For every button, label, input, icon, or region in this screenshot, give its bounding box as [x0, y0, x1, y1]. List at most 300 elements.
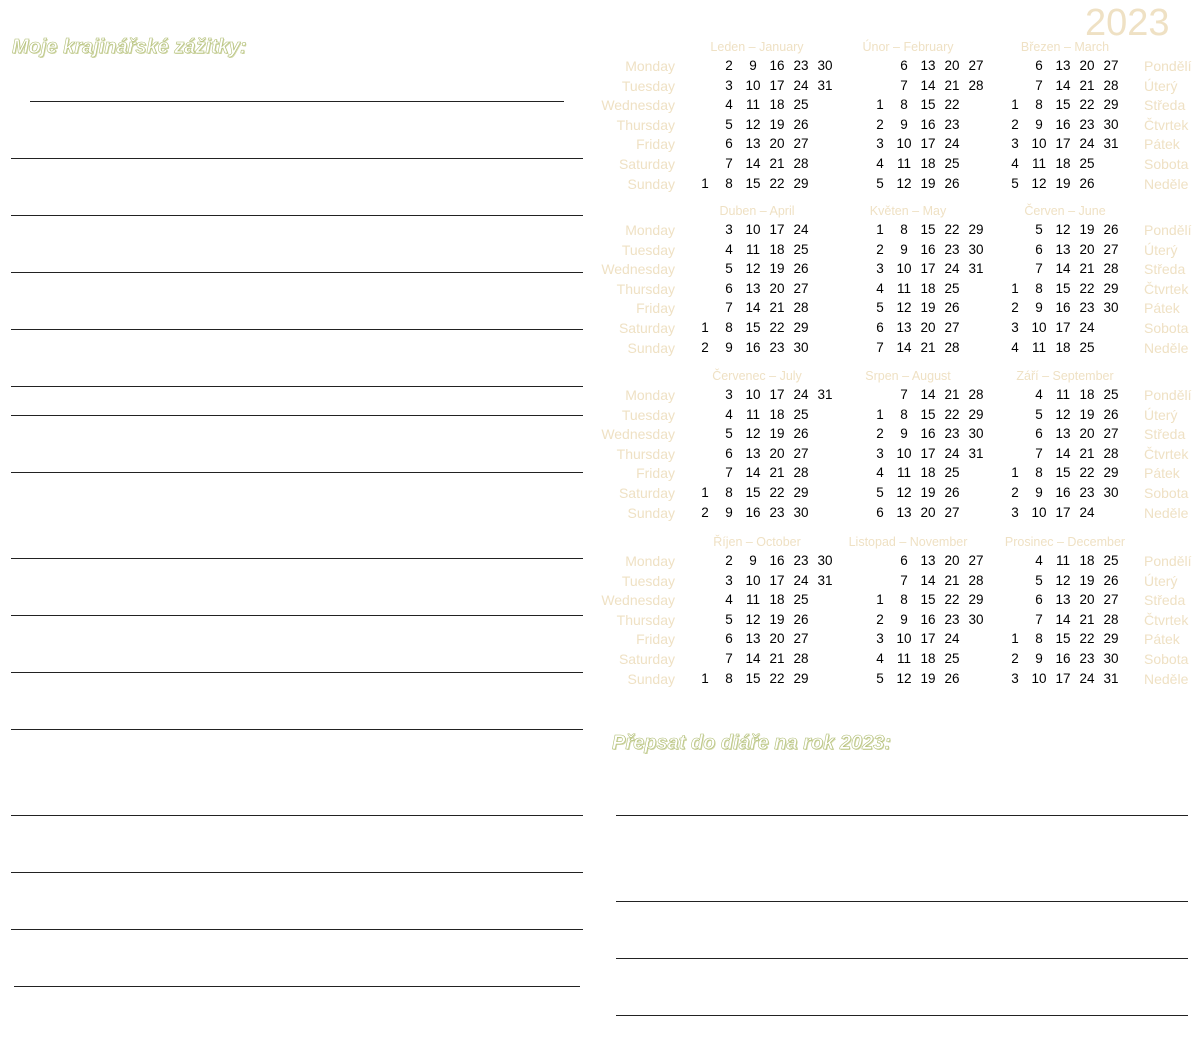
calendar-day: 22: [769, 485, 785, 500]
calendar-day: 16: [1055, 116, 1071, 132]
calendar-day: 16: [1055, 300, 1071, 316]
weekday-label-cz: Čtvrtek: [1144, 280, 1189, 297]
calendar-year: 2023: [1085, 2, 1170, 44]
calendar-day: 5: [1035, 406, 1043, 422]
calendar-day: 28: [968, 77, 984, 93]
calendar-day: 16: [1055, 485, 1071, 500]
calendar-day: 8: [900, 222, 908, 237]
calendar-day: 2: [876, 241, 884, 257]
calendar-day: 15: [920, 592, 936, 608]
calendar-day: 10: [1031, 136, 1047, 152]
calendar-day: 6: [876, 504, 884, 520]
calendar-day: 15: [920, 222, 936, 237]
calendar-day: 9: [900, 116, 908, 132]
calendar-day: 14: [1055, 445, 1071, 461]
calendar-day: 18: [769, 592, 785, 608]
calendar-day: 5: [1035, 222, 1043, 237]
calendar-day: 3: [725, 572, 733, 588]
calendar-day: 3: [876, 631, 884, 647]
weekday-label-en: Saturday: [618, 320, 675, 336]
calendar-day: 25: [1079, 156, 1095, 171]
writing-line: [11, 615, 583, 616]
calendar-day: 4: [725, 97, 733, 113]
calendar-day: 17: [1055, 504, 1071, 520]
calendar-day: 2: [1011, 300, 1019, 316]
calendar-day: 9: [749, 553, 757, 568]
calendar-day: 4: [1011, 156, 1019, 171]
calendar-day: 19: [1079, 406, 1095, 422]
calendar-day: 7: [1035, 445, 1043, 461]
weekday-label-en: Wednesday: [601, 261, 675, 278]
weekday-label-cz: Sobota: [1144, 156, 1189, 172]
calendar-day: 2: [701, 339, 709, 355]
calendar-day: 27: [944, 504, 960, 520]
calendar-day: 30: [1103, 651, 1119, 666]
calendar-day: 13: [920, 58, 936, 73]
calendar-day: 24: [1079, 136, 1095, 152]
calendar-day: 13: [1055, 426, 1071, 442]
calendar-day: 7: [1035, 611, 1043, 627]
calendar-day: 2: [725, 553, 733, 568]
weekday-label-en: Tuesday: [621, 241, 675, 258]
calendar-day: 15: [745, 175, 761, 191]
calendar-day: 25: [1079, 339, 1095, 355]
calendar-day: 6: [1035, 592, 1043, 608]
calendar-day: 18: [920, 651, 936, 666]
calendar-day: 29: [793, 175, 809, 191]
calendar-day: 30: [817, 553, 833, 568]
calendar-day: 23: [944, 611, 960, 627]
calendar-day: 24: [793, 572, 809, 588]
calendar-day: 3: [1011, 136, 1019, 152]
calendar-day: 19: [769, 261, 785, 277]
calendar-day: 9: [1035, 651, 1043, 666]
calendar-day: 14: [745, 651, 761, 666]
weekday-label-en: Friday: [636, 300, 675, 317]
calendar-day: 3: [1011, 670, 1019, 686]
calendar-day: 6: [725, 280, 733, 296]
calendar-day: 26: [944, 670, 960, 686]
calendar-day: 12: [896, 175, 912, 191]
month-title: Květen – May: [869, 204, 947, 218]
calendar-day: 24: [1079, 670, 1095, 686]
calendar-day: 14: [920, 387, 936, 402]
calendar-day: 9: [749, 58, 757, 73]
calendar-day: 11: [896, 156, 911, 171]
calendar-day: 18: [920, 280, 936, 296]
calendar-day: 16: [1055, 651, 1071, 666]
calendar-day: 5: [725, 261, 733, 277]
calendar-day: 19: [769, 426, 785, 442]
weekday-label-cz: Sobota: [1144, 651, 1189, 667]
calendar-day: 22: [1079, 97, 1095, 113]
writing-line: [11, 929, 583, 930]
calendar-day: 21: [1079, 261, 1095, 277]
calendar-day: 25: [944, 465, 960, 481]
calendar-day: 10: [896, 136, 912, 152]
calendar-day: 27: [793, 136, 809, 152]
calendar-day: 24: [793, 387, 809, 402]
calendar-day: 7: [900, 572, 908, 588]
month-title: Prosinec – December: [1004, 535, 1126, 549]
weekday-label-en: Sunday: [627, 339, 675, 356]
weekday-label-cz: Středa: [1144, 97, 1186, 114]
calendar-day: 3: [1011, 504, 1019, 520]
calendar-day: 18: [920, 156, 936, 171]
calendar-day: 12: [1055, 572, 1071, 588]
weekday-label-cz: Úterý: [1144, 241, 1178, 258]
calendar-day: 3: [876, 136, 884, 152]
weekday-label-cz: Čtvrtek: [1144, 445, 1189, 462]
calendar-day: 1: [876, 222, 884, 237]
calendar-day: 20: [769, 631, 785, 647]
calendar-day: 17: [1055, 320, 1071, 335]
calendar-day: 28: [944, 339, 960, 355]
weekday-label-en: Tuesday: [621, 572, 675, 589]
calendar-day: 5: [1011, 175, 1019, 191]
calendar-day: 4: [876, 651, 884, 666]
calendar-day: 13: [896, 320, 912, 335]
calendar-day: 5: [725, 426, 733, 442]
calendar-day: 28: [968, 572, 984, 588]
calendar-day: 2: [725, 58, 733, 73]
calendar-day: 12: [896, 300, 912, 316]
calendar-day: 25: [793, 241, 809, 257]
weekday-label-cz: Čtvrtek: [1144, 116, 1189, 133]
calendar-day: 15: [1055, 97, 1071, 113]
calendar-day: 2: [1011, 116, 1019, 132]
calendar-day: 8: [900, 97, 908, 113]
weekday-label-en: Thursday: [616, 280, 675, 297]
calendar-day: 26: [1079, 175, 1095, 191]
calendar-day: 18: [1079, 387, 1095, 402]
calendar-day: 15: [745, 485, 761, 500]
weekday-label-cz: Neděle: [1144, 504, 1189, 521]
calendar-day: 9: [900, 611, 908, 627]
calendar-day: 17: [769, 387, 785, 402]
calendar-day: 17: [920, 261, 936, 277]
calendar-day: 4: [725, 406, 733, 422]
weekday-label-cz: Středa: [1144, 261, 1186, 278]
calendar-day: 2: [1011, 651, 1019, 666]
weekday-label-en: Wednesday: [601, 592, 675, 609]
calendar-day: 16: [920, 611, 936, 627]
calendar-day: 21: [944, 387, 960, 402]
calendar-day: 31: [968, 445, 984, 461]
weekday-label-cz: Středa: [1144, 592, 1186, 609]
calendar-day: 25: [1103, 553, 1119, 568]
calendar-day: 28: [793, 651, 809, 666]
calendar-day: 26: [1103, 572, 1119, 588]
calendar-day: 26: [1103, 406, 1119, 422]
calendar-day: 25: [793, 406, 809, 422]
calendar-day: 7: [900, 387, 908, 402]
calendar-day: 8: [1035, 465, 1043, 481]
calendar-day: 19: [769, 116, 785, 132]
calendar-day: 24: [944, 445, 960, 461]
calendar-day: 15: [745, 670, 761, 686]
calendar-day: 2: [1011, 485, 1019, 500]
calendar-day: 30: [1103, 116, 1119, 132]
calendar-day: 4: [725, 241, 733, 257]
calendar-day: 31: [817, 572, 833, 588]
weekday-label-cz: Pátek: [1144, 465, 1180, 482]
calendar-day: 10: [745, 77, 761, 93]
calendar-day: 22: [769, 175, 785, 191]
weekday-label-cz: Pondělí: [1144, 553, 1192, 569]
calendar-day: 10: [896, 445, 912, 461]
calendar-day: 6: [725, 136, 733, 152]
month-title: Červen – June: [1024, 204, 1106, 218]
calendar-day: 8: [1035, 631, 1043, 647]
calendar-day: 4: [725, 592, 733, 608]
weekday-label-cz: Úterý: [1144, 572, 1178, 589]
calendar-day: 28: [1103, 611, 1119, 627]
weekday-label-cz: Úterý: [1144, 406, 1178, 423]
calendar-day: 28: [793, 300, 809, 316]
calendar-day: 12: [896, 485, 912, 500]
calendar-day: 1: [701, 320, 709, 335]
weekday-label-en: Wednesday: [601, 426, 675, 443]
calendar-day: 24: [793, 222, 809, 237]
calendar-day: 1: [1011, 280, 1019, 296]
writing-line: [11, 215, 583, 216]
calendar-day: 22: [1079, 280, 1095, 296]
calendar-day: 24: [944, 261, 960, 277]
calendar-day: 24: [793, 77, 809, 93]
calendar-day: 1: [1011, 97, 1019, 113]
month-title: Říjen – October: [713, 535, 801, 549]
calendar-day: 10: [1031, 670, 1047, 686]
calendar-day: 21: [1079, 611, 1095, 627]
calendar-day: 30: [817, 58, 833, 73]
calendar-day: 29: [793, 320, 809, 335]
calendar-day: 9: [1035, 485, 1043, 500]
weekday-label-cz: Pátek: [1144, 631, 1180, 648]
calendar-day: 8: [1035, 97, 1043, 113]
calendar-day: 21: [769, 300, 785, 316]
calendar-day: 3: [876, 445, 884, 461]
calendar-day: 1: [876, 97, 884, 113]
calendar-day: 9: [1035, 116, 1043, 132]
calendar-day: 7: [725, 651, 733, 666]
calendar-day: 22: [944, 592, 960, 608]
calendar-day: 11: [1031, 339, 1046, 355]
calendar-day: 22: [769, 670, 785, 686]
calendar-day: 14: [920, 572, 936, 588]
calendar-day: 9: [900, 241, 908, 257]
calendar-day: 21: [769, 465, 785, 481]
month-title: Srpen – August: [865, 369, 951, 383]
weekday-label-en: Saturday: [618, 651, 675, 667]
calendar-quarter: [600, 535, 1200, 695]
calendar-day: 26: [793, 261, 809, 277]
weekday-label-en: Saturday: [618, 156, 675, 172]
calendar-day: 30: [968, 426, 984, 442]
weekday-label-en: Wednesday: [601, 97, 675, 114]
writing-line: [11, 272, 583, 273]
weekday-label-en: Monday: [625, 553, 675, 569]
weekday-label-en: Monday: [625, 387, 675, 403]
calendar-day: 9: [1035, 300, 1043, 316]
calendar-day: 6: [725, 445, 733, 461]
month-title: Březen – March: [1020, 40, 1110, 54]
calendar-day: 29: [1103, 97, 1119, 113]
calendar-day: 24: [1079, 504, 1095, 520]
calendar-day: 23: [1079, 116, 1095, 132]
calendar-day: 26: [1103, 222, 1119, 237]
month-title: Duben – April: [719, 204, 795, 218]
calendar-day: 4: [1035, 553, 1043, 568]
calendar-day: 20: [1079, 426, 1095, 442]
calendar-day: 17: [1055, 670, 1071, 686]
calendar-day: 5: [876, 175, 884, 191]
calendar-day: 30: [793, 339, 809, 355]
calendar-day: 1: [876, 592, 884, 608]
calendar-day: 12: [745, 261, 761, 277]
calendar-day: 19: [1079, 572, 1095, 588]
calendar-day: 13: [745, 631, 761, 647]
month-title: Září – September: [1016, 369, 1114, 383]
calendar-day: 7: [876, 339, 884, 355]
calendar-day: 27: [968, 58, 984, 73]
calendar-day: 3: [725, 77, 733, 93]
weekday-label-cz: Středa: [1144, 426, 1186, 443]
calendar-day: 17: [769, 572, 785, 588]
calendar-day: 7: [725, 300, 733, 316]
weekday-label-cz: Čtvrtek: [1144, 611, 1189, 628]
calendar-day: 10: [745, 222, 761, 237]
writing-line: [616, 1015, 1188, 1016]
calendar-day: 11: [896, 280, 911, 296]
calendar-day: 21: [1079, 77, 1095, 93]
calendar-day: 20: [920, 504, 936, 520]
calendar-day: 23: [769, 504, 785, 520]
calendar-day: 20: [769, 280, 785, 296]
calendar-day: 10: [745, 572, 761, 588]
calendar-day: 13: [745, 136, 761, 152]
calendar-day: 27: [793, 631, 809, 647]
weekday-label-cz: Sobota: [1144, 320, 1189, 336]
calendar-day: 27: [1103, 426, 1119, 442]
calendar-day: 19: [920, 670, 936, 686]
calendar-day: 12: [745, 116, 761, 132]
calendar-day: 13: [1055, 592, 1071, 608]
weekday-label-cz: Pondělí: [1144, 387, 1192, 403]
calendar-day: 1: [1011, 631, 1019, 647]
calendar-day: 23: [944, 116, 960, 132]
calendar-day: 14: [745, 156, 761, 171]
calendar-day: 2: [701, 504, 709, 520]
writing-line: [11, 329, 583, 330]
calendar-day: 27: [1103, 58, 1119, 73]
calendar-day: 13: [1055, 58, 1071, 73]
calendar-day: 1: [701, 175, 709, 191]
calendar-day: 4: [876, 156, 884, 171]
calendar-day: 14: [896, 339, 912, 355]
weekday-label-cz: Neděle: [1144, 175, 1189, 192]
calendar-day: 19: [920, 175, 936, 191]
calendar-day: 27: [793, 445, 809, 461]
month-title: Červenec – July: [712, 369, 802, 383]
calendar-day: 13: [745, 445, 761, 461]
calendar-day: 13: [1055, 241, 1071, 257]
weekday-label-en: Sunday: [627, 670, 675, 687]
calendar-day: 31: [1103, 136, 1119, 152]
weekday-label-cz: Úterý: [1144, 77, 1178, 94]
calendar-day: 1: [876, 406, 884, 422]
calendar-day: 25: [793, 97, 809, 113]
calendar-day: 23: [793, 58, 809, 73]
calendar-day: 21: [944, 572, 960, 588]
calendar-day: 8: [900, 406, 908, 422]
calendar-day: 31: [817, 387, 833, 402]
calendar-day: 8: [725, 175, 733, 191]
calendar-day: 15: [1055, 465, 1071, 481]
calendar-day: 18: [920, 465, 936, 481]
writing-line: [11, 386, 583, 387]
calendar-day: 18: [769, 97, 785, 113]
calendar-day: 20: [920, 320, 936, 335]
calendar-day: 11: [745, 241, 760, 257]
writing-line: [11, 872, 583, 873]
calendar-day: 15: [1055, 280, 1071, 296]
calendar-day: 31: [968, 261, 984, 277]
writing-line: [616, 901, 1188, 902]
calendar-day: 5: [876, 670, 884, 686]
calendar-day: 14: [1055, 77, 1071, 93]
calendar-day: 15: [745, 320, 761, 335]
writing-line: [30, 101, 564, 102]
calendar-day: 13: [745, 280, 761, 296]
calendar-day: 13: [920, 553, 936, 568]
calendar-day: 27: [1103, 241, 1119, 257]
calendar-day: 12: [896, 670, 912, 686]
writing-line: [11, 558, 583, 559]
calendar-day: 22: [1079, 465, 1095, 481]
calendar-day: 8: [725, 485, 733, 500]
calendar-day: 25: [1103, 387, 1119, 402]
calendar-day: 10: [1031, 504, 1047, 520]
calendar-day: 12: [1031, 175, 1047, 191]
calendar-day: 29: [1103, 631, 1119, 647]
weekday-label-en: Thursday: [616, 116, 675, 133]
calendar-day: 5: [876, 485, 884, 500]
calendar-day: 17: [920, 631, 936, 647]
calendar-day: 3: [725, 387, 733, 402]
calendar-day: 25: [944, 156, 960, 171]
calendar-day: 29: [968, 592, 984, 608]
calendar-day: 11: [745, 592, 760, 608]
calendar-day: 25: [944, 651, 960, 666]
calendar-day: 6: [900, 553, 908, 568]
calendar-day: 12: [1055, 222, 1071, 237]
calendar-day: 8: [900, 592, 908, 608]
calendar-day: 7: [1035, 261, 1043, 277]
calendar-day: 30: [1103, 300, 1119, 316]
calendar-day: 14: [1055, 261, 1071, 277]
calendar-day: 8: [725, 670, 733, 686]
writing-line: [11, 415, 583, 416]
calendar-day: 3: [725, 222, 733, 237]
calendar-day: 14: [745, 300, 761, 316]
calendar-day: 18: [769, 406, 785, 422]
calendar-day: 26: [944, 175, 960, 191]
calendar-day: 23: [1079, 651, 1095, 666]
calendar-day: 30: [968, 241, 984, 257]
calendar-day: 1: [1011, 465, 1019, 481]
transfer-heading: Přepsat do diáře na rok 2023:: [612, 732, 892, 754]
